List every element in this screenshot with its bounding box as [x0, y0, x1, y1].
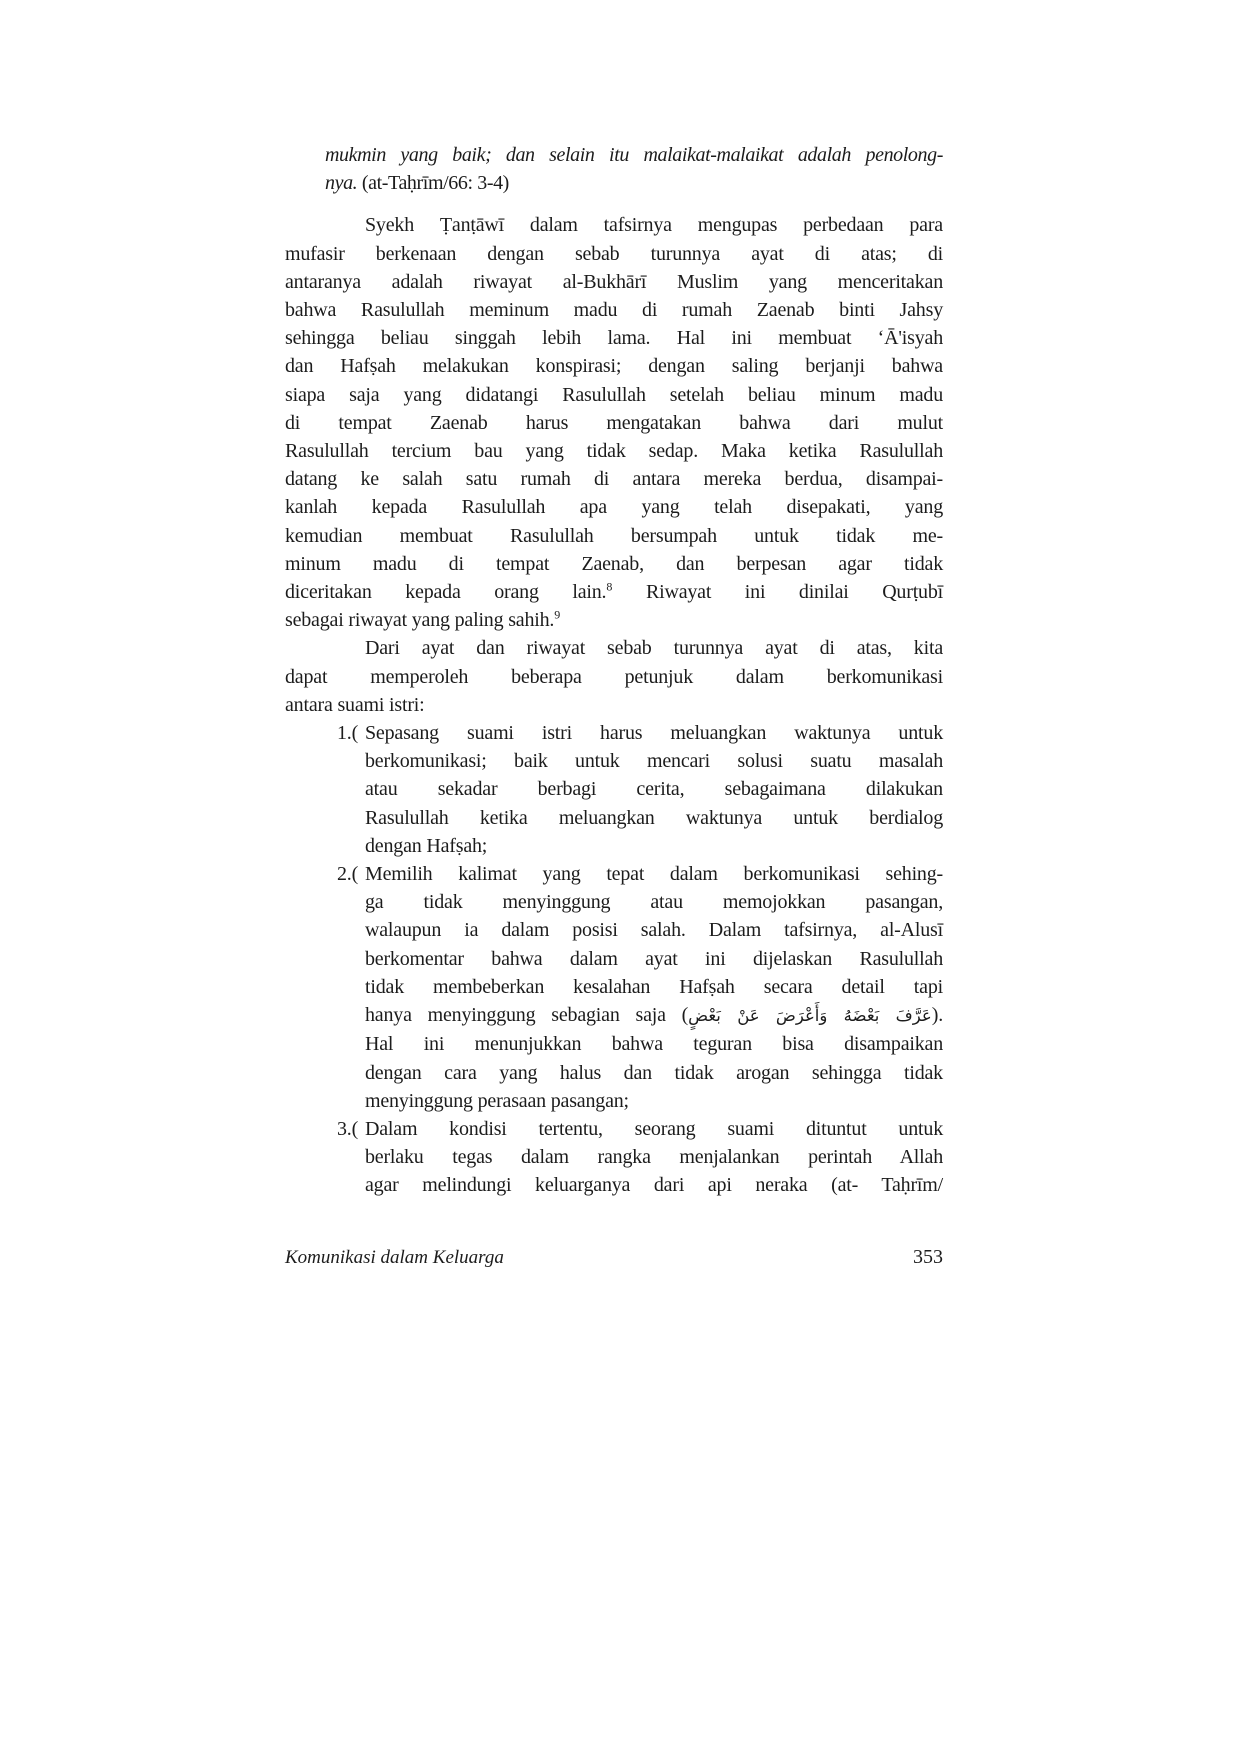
text-line: [365, 1030, 943, 1058]
text-segment: mukmin yang baik; dan selain itu malaikat-malaikat adalah penolong-: [325, 144, 943, 166]
list-item: [285, 719, 943, 860]
text-segment: tidak membeberkan kesalahan Hafṣah secara detail tapi: [365, 975, 943, 998]
footnote-reference: 9: [554, 607, 561, 622]
text-line: [365, 888, 943, 916]
text-line: [325, 141, 943, 169]
page-footer: [285, 1246, 943, 1269]
text-line: [365, 1087, 943, 1115]
text-segment: dapat memperoleh beberapa petunjuk dalam berkomunikasi: [285, 665, 943, 688]
text-segment: Hal ini menunjukkan bahwa teguran bisa disampaikan: [365, 1033, 943, 1056]
text-line: [285, 634, 943, 662]
text-line: [285, 268, 943, 296]
text-segment: ga tidak menyinggung atau memojokkan pasangan,: [365, 891, 943, 914]
text-line: [285, 240, 943, 268]
text-segment: agar melindungi keluarganya dari api neraka (at- Taḥrīm/: [365, 1174, 943, 1197]
text-line: [365, 775, 943, 803]
text-segment: dengan cara yang halus dan tidak arogan sehingga tidak: [365, 1061, 943, 1084]
footnote-reference: 8: [606, 579, 613, 594]
text-segment: (at-Taḥrīm/66: 3-4): [357, 172, 509, 195]
list-item: [285, 860, 943, 1115]
text-segment: sebagai riwayat yang paling sahih.: [285, 609, 555, 632]
text-segment: datang ke salah satu rumah di antara mereka berdua, disampai-: [285, 468, 943, 491]
text-line: [365, 860, 943, 888]
list-marker: 1.(: [337, 722, 359, 745]
paragraph: [285, 211, 943, 634]
text-segment: ).: [931, 1004, 943, 1027]
text-segment: kemudian membuat Rasulullah bersumpah untuk tidak me-: [285, 524, 943, 547]
text-segment: berlaku tegas dalam rangka menjalankan perintah Allah: [365, 1146, 943, 1169]
text-line: [285, 550, 943, 578]
text-line: [285, 296, 943, 324]
arabic-phrase: عَرَّفَ بَعْضَهُ وَأَعْرَضَ عَنْ بَعْضٍ: [688, 1006, 932, 1026]
text-line: [285, 465, 943, 493]
text-line: [365, 1171, 943, 1199]
text-segment: Dari ayat dan riwayat sebab turunnya ayat di atas, kita: [365, 637, 943, 660]
text-line: [365, 973, 943, 1001]
list-marker: 2.(: [337, 863, 359, 886]
text-segment: berkomentar bahwa dalam ayat ini dijelaskan Rasulullah: [365, 947, 943, 970]
text-segment: antaranya adalah riwayat al-Bukhārī Muslim yang menceritakan: [285, 270, 943, 293]
text-segment: di tempat Zaenab harus mengatakan bahwa dari mulut: [285, 411, 943, 434]
text-line: [285, 606, 943, 634]
text-segment: Syekh Ṭanṭāwī dalam tafsirnya mengupas perbedaan para: [365, 214, 943, 237]
text-segment: Memilih kalimat yang tepat dalam berkomunikasi sehing-: [365, 863, 943, 886]
text-segment: antara suami istri:: [285, 693, 425, 716]
page-number: 353: [913, 1246, 943, 1268]
text-line: [365, 1059, 943, 1087]
text-line: [285, 578, 943, 606]
paragraph: [285, 634, 943, 719]
text-line: [365, 1115, 943, 1143]
text-segment: mufasir berkenaan dengan sebab turunnya ayat di atas; di: [285, 242, 943, 265]
text-segment: berkomunikasi; baik untuk mencari solusi suatu masalah: [365, 750, 943, 773]
text-segment: diceritakan kepada orang lain.: [285, 581, 607, 604]
text-segment: menyinggung perasaan pasangan;: [365, 1089, 629, 1112]
text-line: [365, 1143, 943, 1171]
text-line: [365, 747, 943, 775]
text-segment: dan Hafṣah melakukan konspirasi; dengan saling berjanji bahwa: [285, 355, 943, 378]
text-segment: sehingga beliau singgah lebih lama. Hal ini membuat ‘Ā'isyah: [285, 327, 943, 350]
text-line: [285, 409, 943, 437]
text-segment: Rasulullah ketika meluangkan waktunya untuk berdialog: [365, 806, 943, 829]
text-line: [365, 945, 943, 973]
text-line: [285, 663, 943, 691]
text-line: [325, 169, 943, 197]
text-segment: nya.: [325, 172, 358, 195]
quote: [325, 141, 943, 197]
text-line: [365, 804, 943, 832]
text-line: [365, 1001, 943, 1030]
text-segment: Sepasang suami istri harus meluangkan waktunya untuk: [365, 722, 943, 745]
text-line: [285, 691, 943, 719]
text-line: [285, 211, 943, 239]
text-segment: kanlah kepada Rasulullah apa yang telah disepakati, yang: [285, 496, 943, 519]
text-line: [285, 381, 943, 409]
text-segment: siapa saja yang didatangi Rasulullah setelah beliau minum madu: [285, 383, 943, 406]
text-line: [285, 352, 943, 380]
text-line: [365, 719, 943, 747]
text-segment: Rasulullah tercium bau yang tidak sedap. Maka ketika Rasulullah: [285, 440, 943, 463]
text-segment: Dalam kondisi tertentu, seorang suami dituntut untuk: [365, 1117, 943, 1140]
text-line: [285, 493, 943, 521]
text-segment: minum madu di tempat Zaenab, dan berpesan agar tidak: [285, 552, 943, 575]
text-segment: atau sekadar berbagi cerita, sebagaimana dilakukan: [365, 778, 943, 801]
text-content: [285, 141, 943, 1200]
text-segment: hanya menyinggung sebagian saja (: [365, 1004, 689, 1027]
list-item: [285, 1115, 943, 1200]
text-segment: dengan Hafṣah;: [365, 834, 488, 857]
text-line: [285, 522, 943, 550]
text-line: [285, 437, 943, 465]
text-line: [365, 916, 943, 944]
text-line: [365, 832, 943, 860]
text-line: [285, 324, 943, 352]
running-header-title: Komunikasi dalam Keluarga: [285, 1247, 504, 1268]
text-segment: Riwayat ini dinilai Qurṭubī: [612, 581, 944, 604]
text-segment: bahwa Rasulullah meminum madu di rumah Zaenab binti Jahsy: [285, 299, 943, 322]
text-segment: walaupun ia dalam posisi salah. Dalam tafsirnya, al-Alusī: [365, 919, 943, 942]
list-marker: 3.(: [337, 1117, 359, 1140]
